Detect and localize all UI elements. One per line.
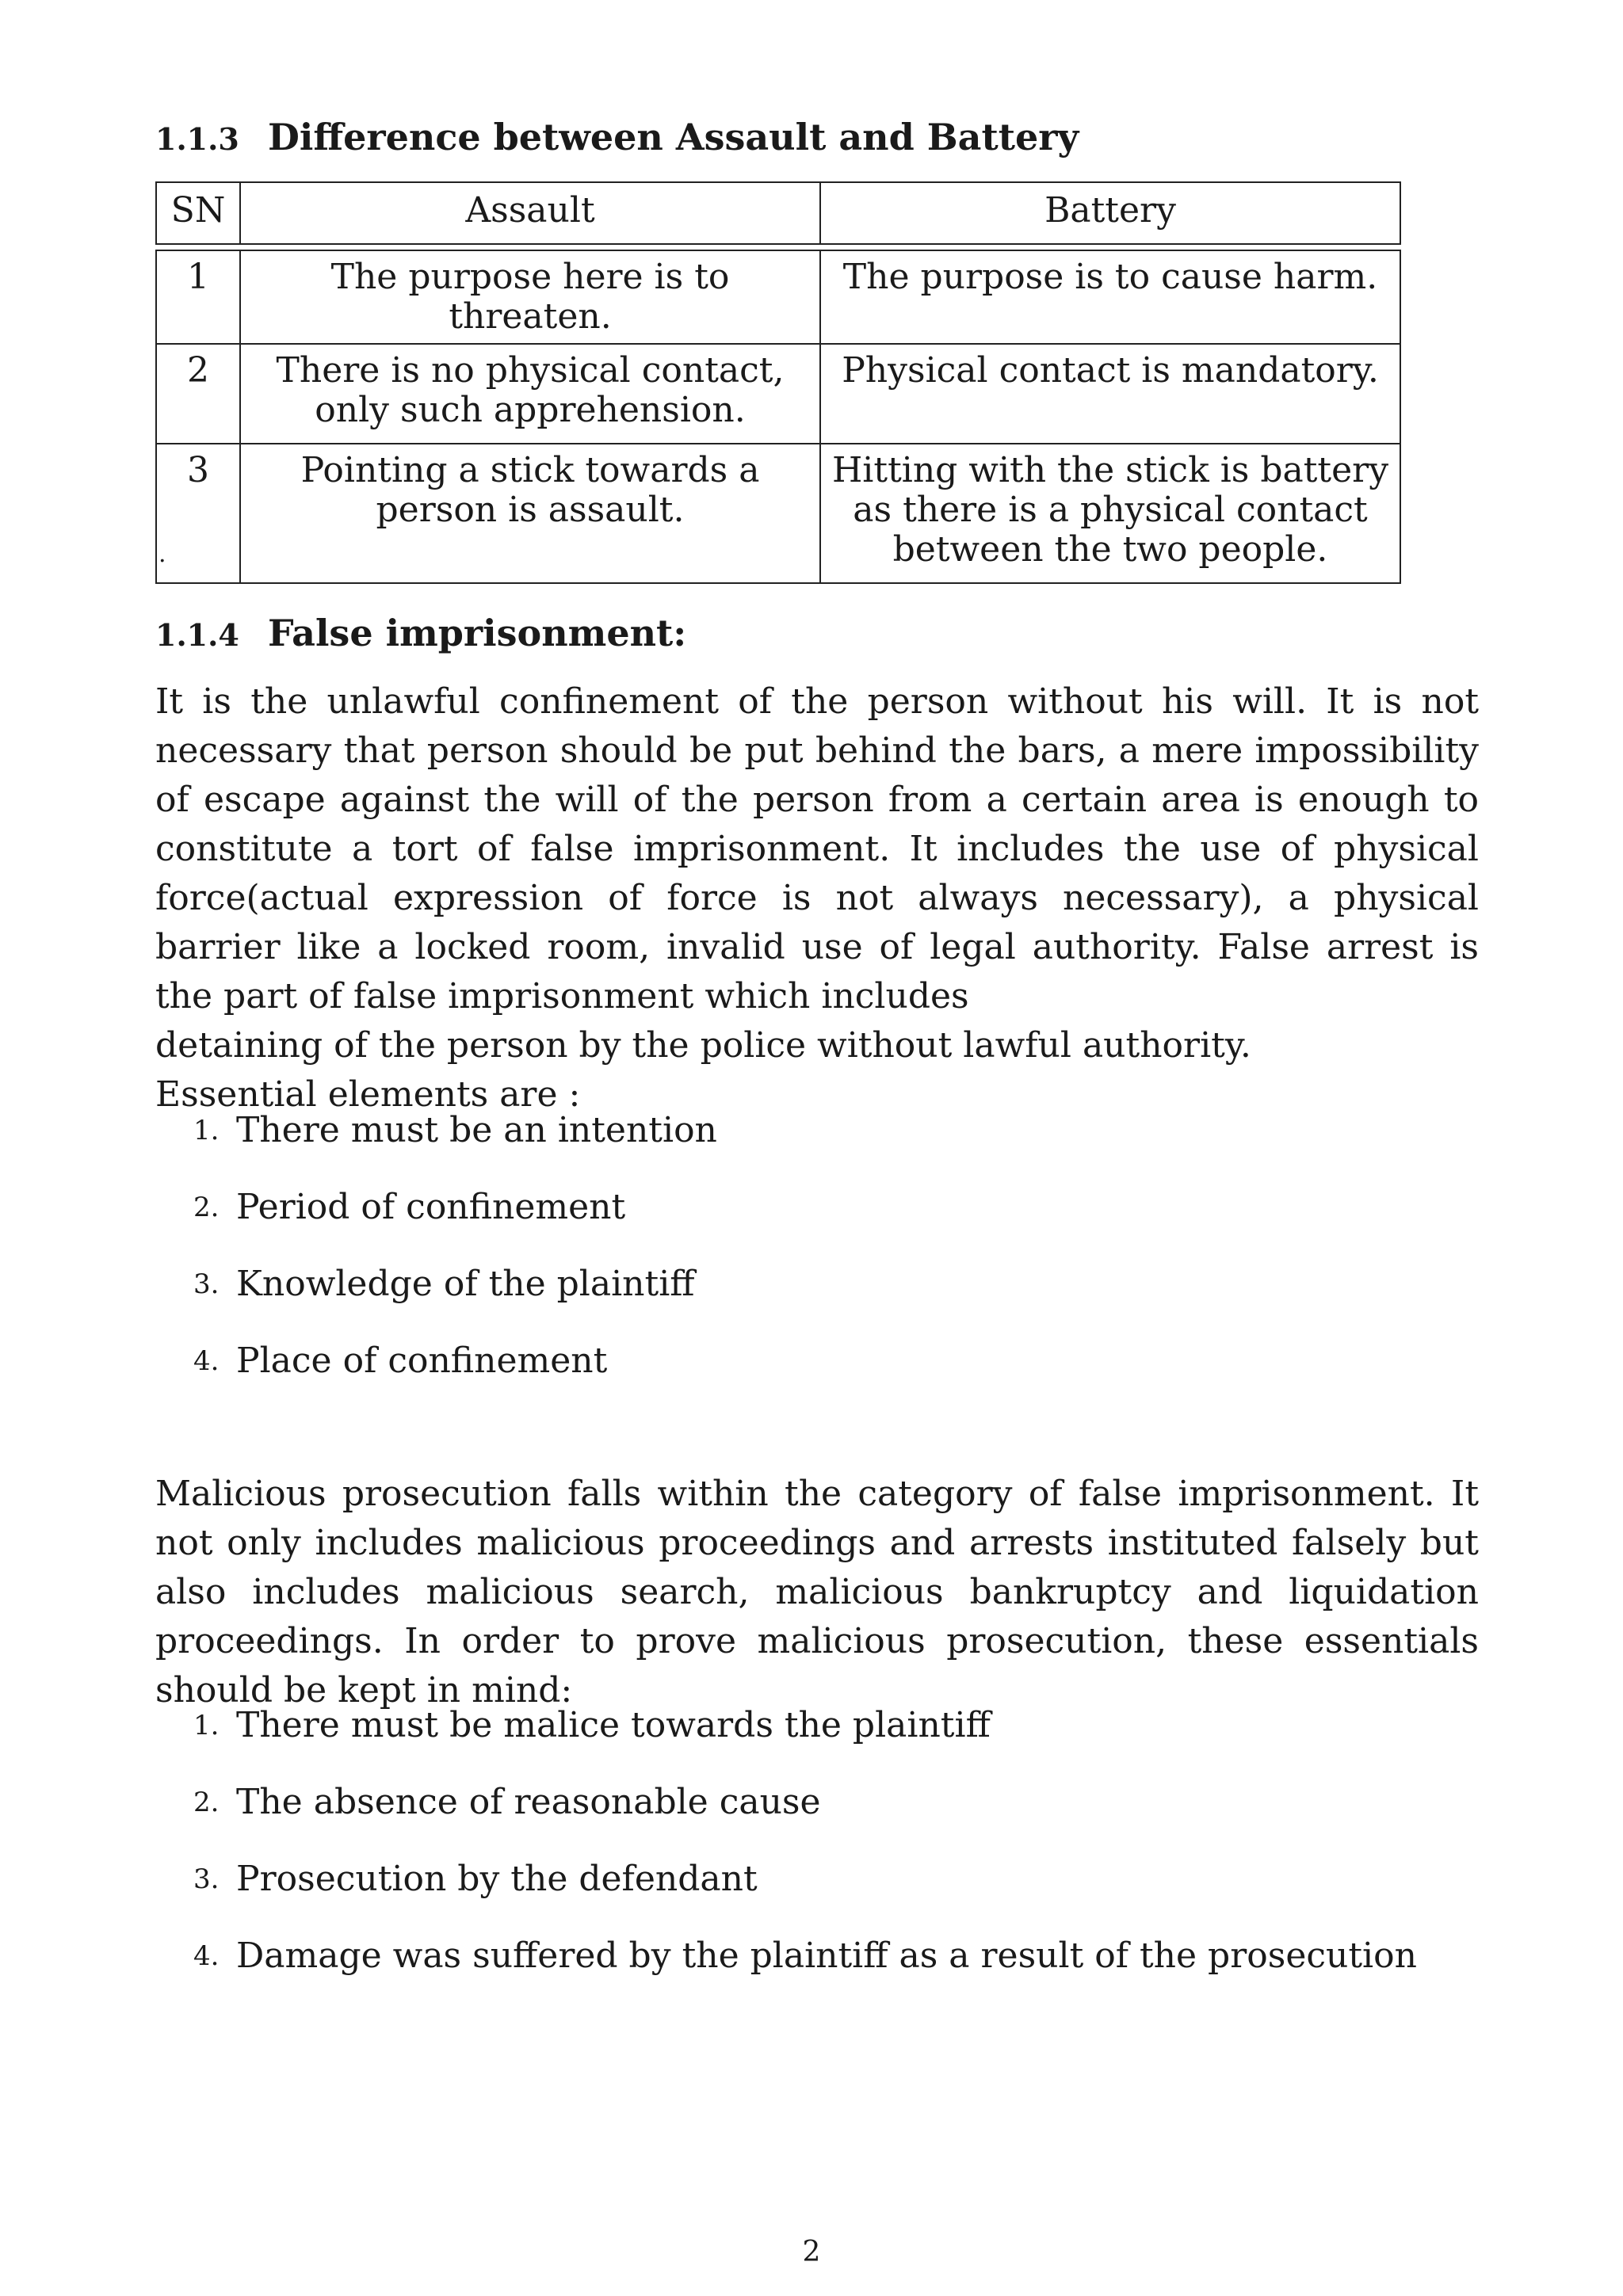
item-number: 3. (193, 1268, 220, 1300)
item-text: Period of confinement (236, 1187, 626, 1227)
table-row (156, 250, 1400, 344)
cell-sn: 2 (156, 344, 240, 444)
malicious-prosecution-paragraph: Malicious prosecution falls within the category of false imprisonment. It not only includes malicious proceedings and arrests instituted falsely but also includes malicious search, malicious bankruptcy and liquidation proceedings. In order to prove malicious prosecution, these essentials should be kept in mind: (155, 1474, 1479, 1711)
item-number: 3. (193, 1863, 220, 1895)
table-row (156, 344, 1400, 444)
item-number: 4. (193, 1345, 220, 1377)
section-title: Difference between Assault and Battery (268, 116, 1079, 158)
item-text: Prosecution by the defendant (236, 1859, 758, 1899)
cell-assault: There is no physical contact, only such apprehension. (240, 344, 820, 444)
item-text: The absence of reasonable cause (236, 1782, 821, 1822)
list-item (155, 1932, 1479, 2008)
item-text: Knowledge of the plaintiff (236, 1264, 695, 1304)
item-number: 1. (193, 1115, 220, 1146)
table-header-row (156, 182, 1400, 244)
cell-battery: The purpose is to cause harm. (820, 250, 1400, 344)
list-item (155, 1701, 1479, 1778)
item-text: There must be malice towards the plaintiff (236, 1705, 991, 1745)
page-number: 2 (802, 2236, 821, 2268)
item-text: Damage was suffered by the plaintiff as a result of the prosecution (236, 1936, 1417, 1976)
header-sn: SN (156, 182, 240, 244)
cell-battery: Hitting with the stick is battery as there is a physical contact between the two people. (820, 444, 1400, 583)
cell-sn: 1 (156, 250, 240, 344)
cell-sn: 3 (156, 444, 240, 583)
section-number: 1.1.3 (155, 121, 239, 157)
item-number: 2. (193, 1787, 220, 1818)
section-title: False imprisonment: (268, 612, 687, 654)
cell-assault: Pointing a stick towards a person is assault. (240, 444, 820, 583)
prosecution-essentials-list (155, 1701, 1479, 2008)
false-imprisonment-paragraph-tail (155, 1021, 1479, 1119)
section-heading-1-1-3 (155, 116, 1079, 158)
cell-assault: The purpose here is to threaten. (240, 250, 820, 344)
item-text: There must be an intention (236, 1110, 717, 1150)
item-number: 2. (193, 1192, 220, 1223)
paragraph-tail-line: detaining of the person by the police without lawful authority. (155, 1025, 1251, 1066)
table-row (156, 444, 1400, 583)
cell-battery: Physical contact is mandatory. (820, 344, 1400, 444)
list-item (155, 1106, 1479, 1183)
section-heading-1-1-4 (155, 612, 686, 654)
assault-battery-table (155, 181, 1401, 584)
list-item (155, 1183, 1479, 1260)
item-text: Place of confinement (236, 1341, 608, 1381)
section-number: 1.1.4 (155, 617, 239, 653)
list-item (155, 1778, 1479, 1855)
item-number: 1. (193, 1710, 220, 1741)
header-assault: Assault (240, 182, 820, 244)
table-trailing-mark: . (158, 540, 166, 568)
list-item (155, 1260, 1479, 1337)
essential-elements-list (155, 1106, 1479, 1413)
false-imprisonment-paragraph: It is the unlawful confinement of the person without his will. It is not necessary that person should be put behind the bars, a mere impossibility of escape against the will of the person from a certain area is enough to constitute a tort of false imprisonment. It includes the use of physical force(actual expression of force is not always necessary), a physical barrier like a locked room, invalid use of legal authority. False arrest is the part of false imprisonment which includes (155, 681, 1479, 1016)
header-battery: Battery (820, 182, 1400, 244)
list-item (155, 1337, 1479, 1413)
essential-elements-label: Essential elements are : (155, 1074, 581, 1115)
list-item (155, 1855, 1479, 1932)
item-number: 4. (193, 1940, 220, 1972)
